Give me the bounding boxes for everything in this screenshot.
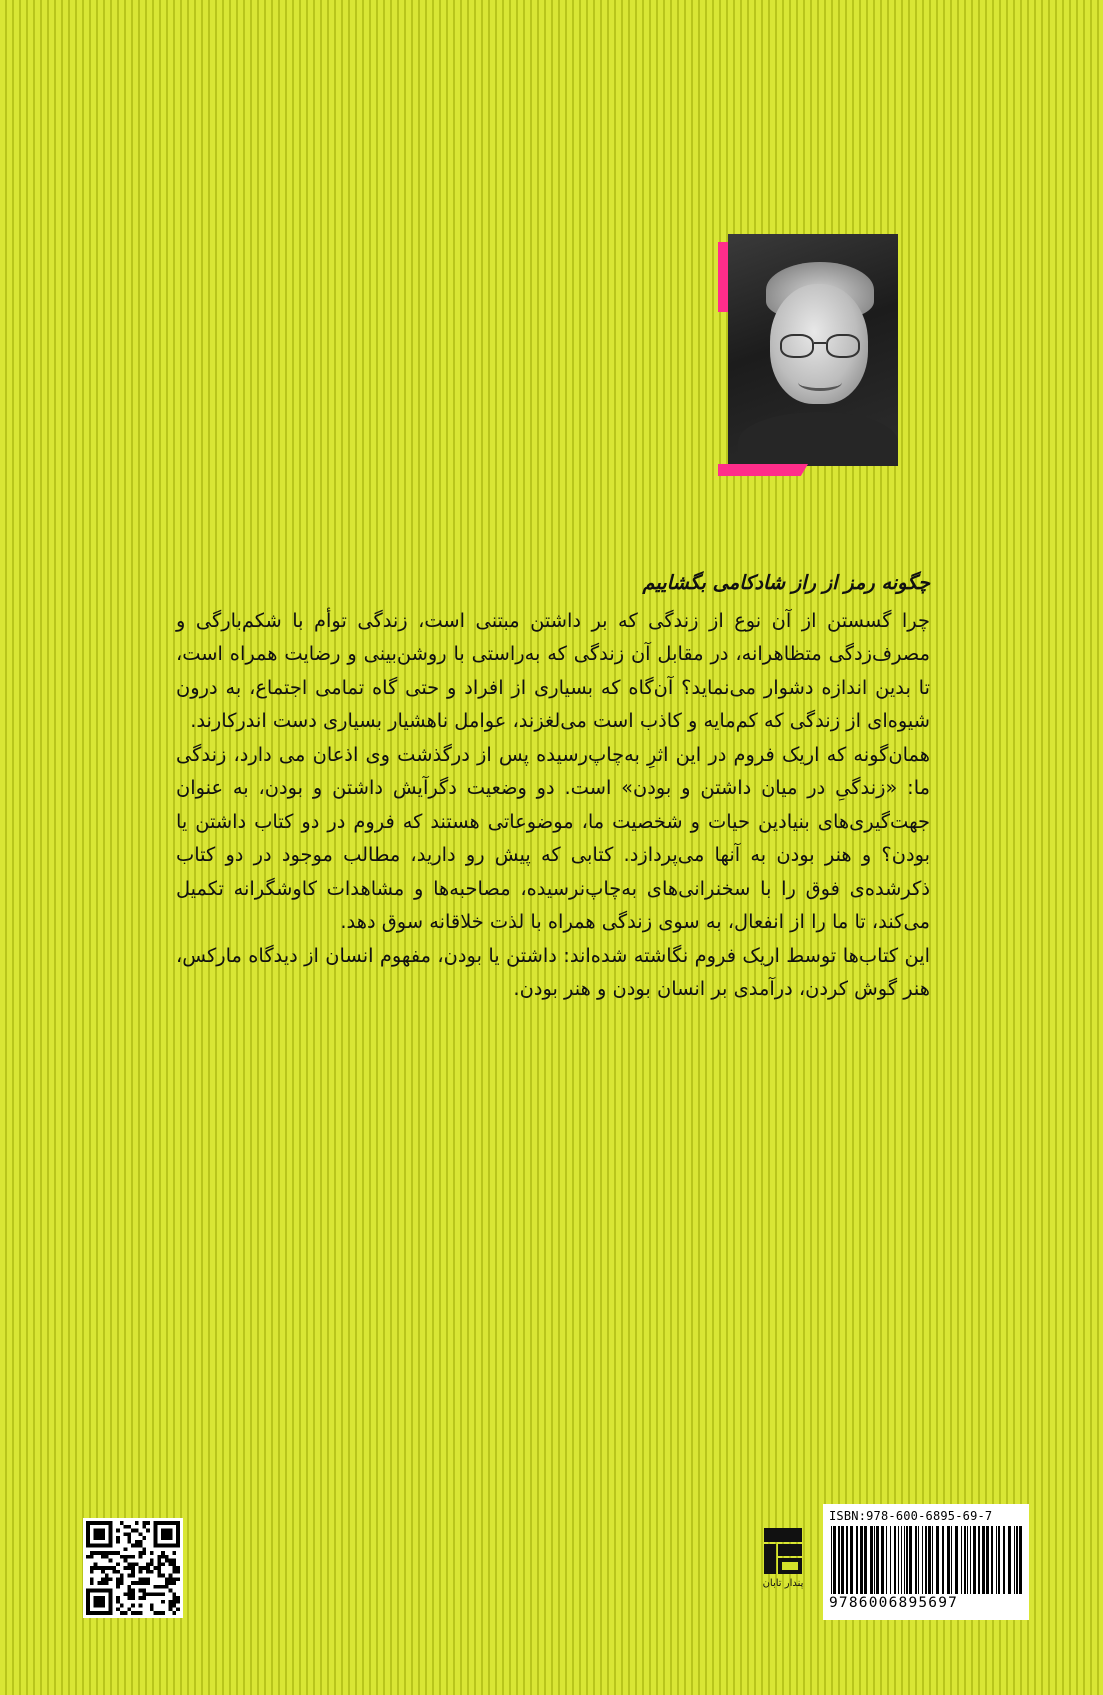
qr-code-icon [83, 1518, 183, 1618]
isbn-digits: 9786006895697 [829, 1595, 959, 1611]
pink-accent-top [718, 242, 728, 312]
author-photo-frame [718, 234, 930, 482]
publisher-logo-icon [762, 1526, 804, 1576]
photo-body [738, 412, 898, 466]
pink-accent-bottom [718, 464, 808, 476]
blurb-paragraph-1: چرا گسستن از آن نوع از زندگی که بر داشتن مبتنی است، زندگی توأم با شکم‌بارگی و مصرف‌زدگی متظاهرانه، در مقابل آن زندگی که به‌راستی با روشن‌بینی و رضایت همراه است، تا بدین اندازه دشوار می‌نماید؟ آن‌گاه که بسیاری از افراد و حتی گاه تمامی اجتماع، به درون شیوه‌ای از زندگی که کم‌مایه و کاذب است می‌لغزند، عوامل ناهشیار بسیاری دست اندرکارند. [176, 608, 930, 732]
blurb-subtitle: چگونه رمز از راز شادکامی بگشاییم [642, 571, 930, 594]
isbn-barcode [823, 1504, 1029, 1620]
blurb-paragraph-2: همان‌گونه که اریک فروم در این اثرِ به‌چاپ‌رسیده پس از درگذشت وی اذعان می دارد، زندگی ما: «زندگیِ در میان داشتن و بودن» است. دو وضعیت دگرآیش داشتن و بودن، به عنوان جهت‌گیری‌های بنیادین حیات و شخصیت ما، موضوعاتی هستند که فروم در دو کتاب داشتن یا بودن؟ و هنر بودن به آنها می‌پردازد. کتابی که پیش رو دارید، مطالب موجود در دو کتاب ذکرشده‌ی فوق را با سخنرانی‌های به‌چاپ‌نرسیده، مصاحبه‌ها و مشاهدات کاوشگرانه تکمیل می‌کند، تا ما را از انفعال، به سوی زندگی همراه با لذت خلاقانه سوق دهد. [176, 742, 930, 933]
photo-smile [798, 374, 842, 391]
blurb-paragraph-3: این کتاب‌ها توسط اریک فروم نگاشته شده‌اند: داشتن یا بودن، مفهوم انسان از دیدگاه مارکس، هنر گوش کردن، درآمدی بر انسان بودن و هنر بودن. [176, 943, 930, 1000]
isbn-label: ISBN:978-600-6895-69-7 [829, 1509, 993, 1523]
barcode-bars [829, 1526, 1023, 1594]
photo-glasses [780, 334, 860, 356]
publisher-logo [762, 1526, 804, 1596]
blurb-text [176, 566, 930, 1006]
author-photo [728, 234, 898, 466]
publisher-name: پندار تابان [762, 1578, 804, 1589]
